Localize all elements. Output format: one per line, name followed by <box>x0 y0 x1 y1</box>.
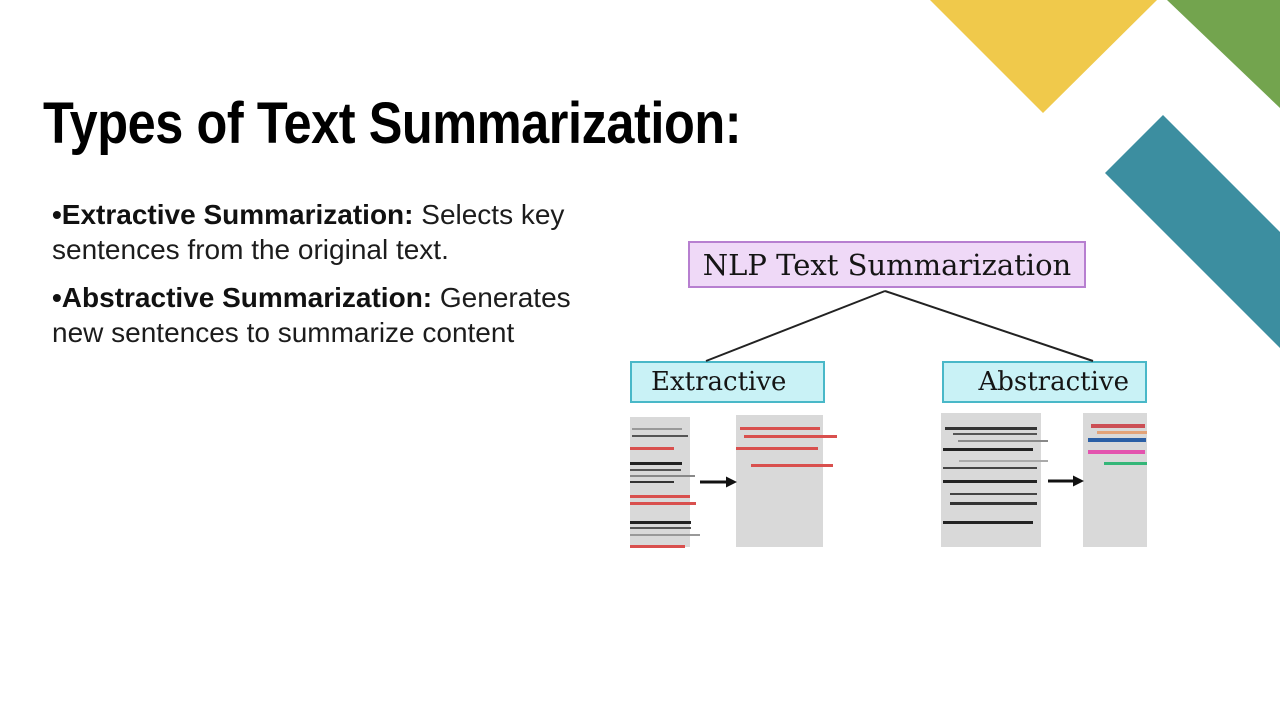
diagram-root-label: NLP Text Summarization <box>702 247 1072 282</box>
arrow-right-icon <box>700 477 737 488</box>
slide-title: Types of Text Summarization: <box>43 91 742 156</box>
extractive-summary-doc <box>736 415 823 547</box>
green-triangle-shape <box>1167 0 1280 108</box>
bullet-term: •Extractive Summarization: <box>52 199 414 230</box>
arrow-right-icon <box>1048 476 1084 487</box>
diagram-extractive-label: Extractive <box>651 367 787 397</box>
yellow-triangle-shape <box>930 0 1157 113</box>
bullet-text: Selects key sentences from the original text. <box>52 199 565 265</box>
diagram-abstractive-node <box>942 361 1147 403</box>
connector-line-left <box>706 291 885 361</box>
diagram-extractive-node <box>630 361 825 403</box>
bullet-list <box>52 197 600 350</box>
bullet-text: Generates new sentences to summarize content <box>52 282 571 348</box>
abstractive-source-doc <box>941 413 1041 547</box>
bullet-term: •Abstractive Summarization: <box>52 282 433 313</box>
connector-line-right <box>885 291 1093 361</box>
extractive-source-doc <box>630 417 690 547</box>
bullet-item-abstractive <box>52 280 600 350</box>
diagram-root-node <box>688 241 1086 288</box>
diagram-abstractive-label: Abstractive <box>978 367 1129 397</box>
bullet-item-extractive <box>52 197 600 267</box>
abstractive-summary-doc <box>1083 413 1147 547</box>
teal-ribbon-shape <box>1105 115 1280 348</box>
